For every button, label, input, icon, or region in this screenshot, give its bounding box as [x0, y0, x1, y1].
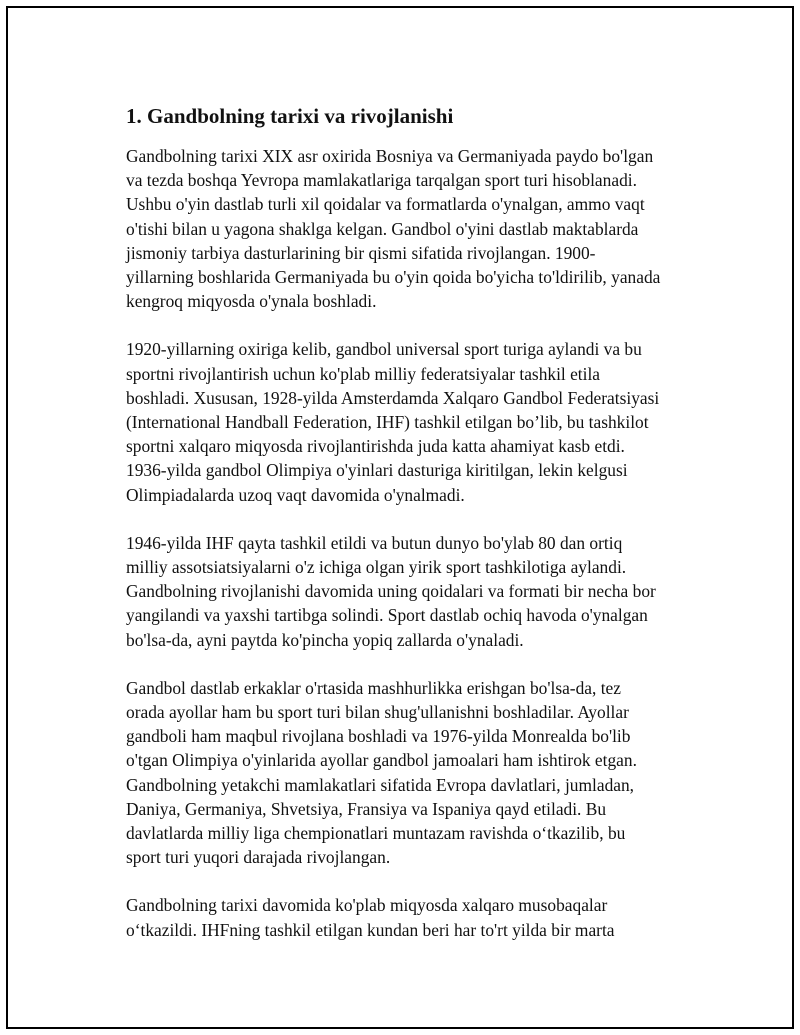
section-heading: 1. Gandbolning tarixi va rivojlanishi [126, 104, 454, 128]
paragraph-5: Gandbolning tarixi davomida ko'plab miqyosda xalqaro musobaqalar o‘tkazildi. IHFning tashkil etilgan kundan beri har to'rt yilda bir marta [126, 895, 615, 940]
document-body [126, 102, 686, 966]
page-frame [6, 6, 794, 1029]
paragraph-1: Gandbolning tarixi XIX asr oxirida Bosniya va Germaniyada paydo bo'lgan va tezda boshqa Yevropa mamlakatlariga tarqalgan sport turi hisoblanadi. Ushbu o'yin dastlab turli xil qoidalar va formatlarda o'ynalgan, ammo vaqt o'tishi bilan u yagona shaklga kelgan. Gandbol o'yini dastlab maktablarda jismoniy tarbiya dasturlarining bir qismi sifatida rivojlangan. 1900- yillarning boshlarida Germaniyada bu o'yin qoida bo'yicha to'ldirilib, yanada kengroq miqyosda o'ynala boshladi. [126, 146, 661, 312]
paragraph-3: 1946-yilda IHF qayta tashkil etildi va butun dunyo bo'ylab 80 dan ortiq milliy assotsiatsiyalarni o'z ichiga olgan yirik sport tashkilotiga aylandi. Gandbolning rivojlanishi davomida uning qoidalari va formati bir necha bor yangilandi va yaxshi tartibga solindi. Sport dastlab ochiq havoda o'ynalgan bo'lsa-da, ayni paytda ko'pincha yopiq zallarda o'ynaladi. [126, 532, 656, 650]
paragraph-2: 1920-yillarning oxiriga kelib, gandbol universal sport turiga aylandi va bu sportni rivojlantirish uchun ko'plab milliy federatsiyalar tashkil etila boshladi. Xususan, 1928-yilda Amsterdamda Xalqaro Gandbol Federatsiyasi (International Handball Federation, IHF) tashkil etilgan bo’lib, bu tashkilot sportni xalqaro miqyosda rivojlantirishda juda katta ahamiyat kasb etdi. 1936-yilda gandbol Olimpiya o'yinlari dasturiga kiritilgan, lekin kelgusi Olimpiadalarda uzoq vaqt davomida o'ynalmadi. [126, 339, 660, 505]
paragraph-4: Gandbol dastlab erkaklar o'rtasida mashhurlikka erishgan bo'lsa-da, tez orada ayollar ham bu sport turi bilan shug'ullanishni boshladilar. Ayollar gandboli ham maqbul rivojlana boshladi va 1976-yilda Monrealda bo'lib o'tgan Olimpiya o'yinlarida ayollar gandbol jamoalari ham ishtirok etgan. Gandbolning yetakchi mamlakatlari sifatida Evropa davlatlari, jumladan, Daniya, Germaniya, Shvetsiya, Fransiya va Ispaniya qayd etiladi. Bu davlatlarda milliy liga chempionatlari muntazam ravishda o‘tkazilib, bu sport turi yuqori darajada rivojlangan. [126, 677, 637, 868]
